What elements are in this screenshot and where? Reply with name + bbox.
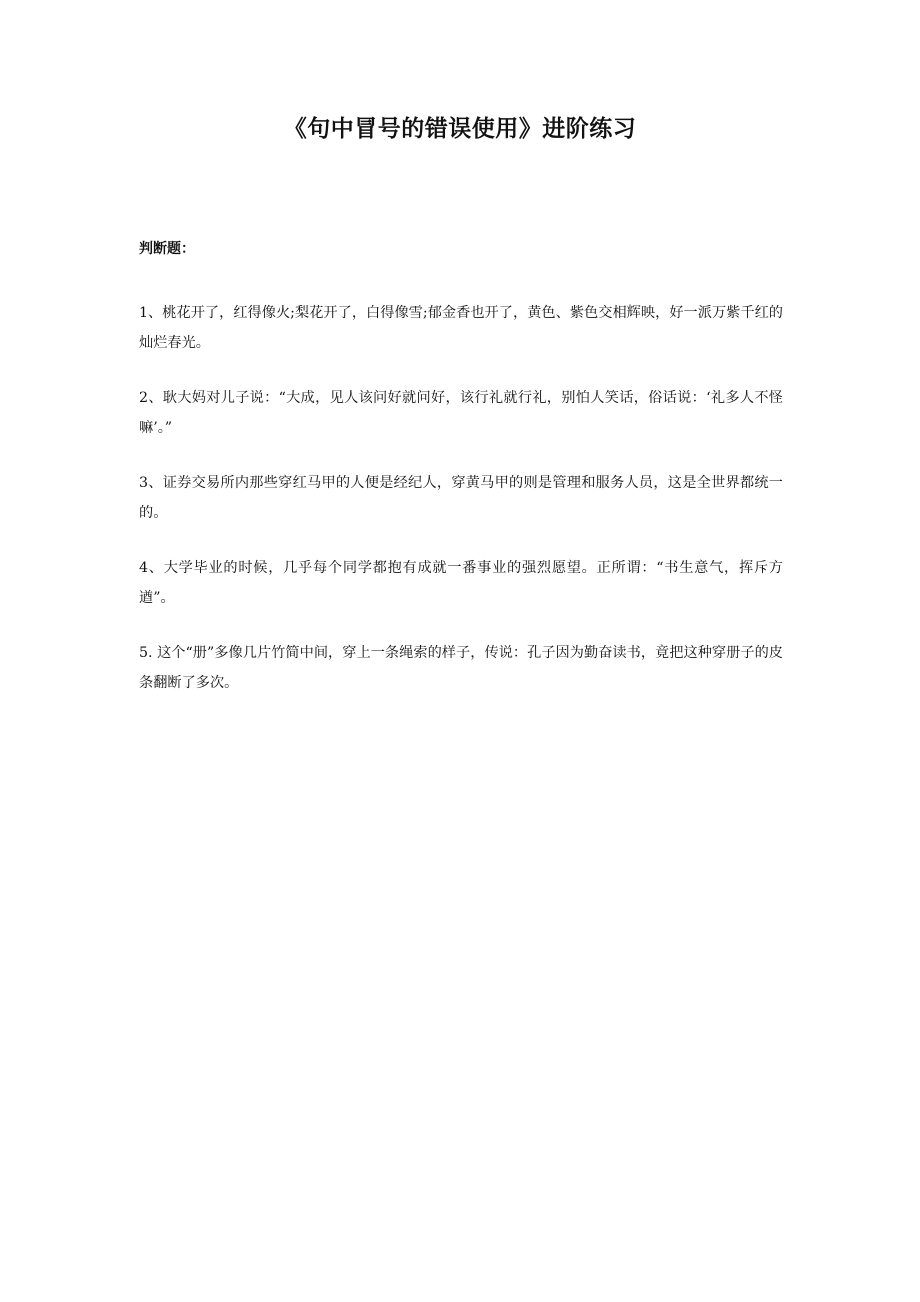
question-item: 2、耿大妈对儿子说：“大成，见人该问好就问好，该行礼就行礼，别怕人笑话，俗话说：‘礼多人不怪嘛’。” xyxy=(139,390,783,436)
question-item: 4、大学毕业的时候，几乎每个同学都抱有成就一番事业的强烈愿望。正所谓：“书生意气，挥斥方遒”。 xyxy=(139,560,783,606)
question-item: 5. 这个“册”多像几片竹简中间，穿上一条绳索的样子，传说：孔子因为勤奋读书，竟把这种穿册子的皮条翻断了多次。 xyxy=(139,645,783,691)
section-heading: 判断题： xyxy=(139,241,195,257)
document-title: 《句中冒号的错误使用》进阶练习 xyxy=(283,116,637,142)
question-item: 1、桃花开了，红得像火;梨花开了，白得像雪;郁金香也开了，黄色、紫色交相辉映，好一派万紫千红的灿烂春光。 xyxy=(139,305,783,351)
question-item: 3、证券交易所内那些穿红马甲的人便是经纪人，穿黄马甲的则是管理和服务人员，这是全世界都统一的。 xyxy=(139,475,783,521)
question-list xyxy=(139,298,783,723)
